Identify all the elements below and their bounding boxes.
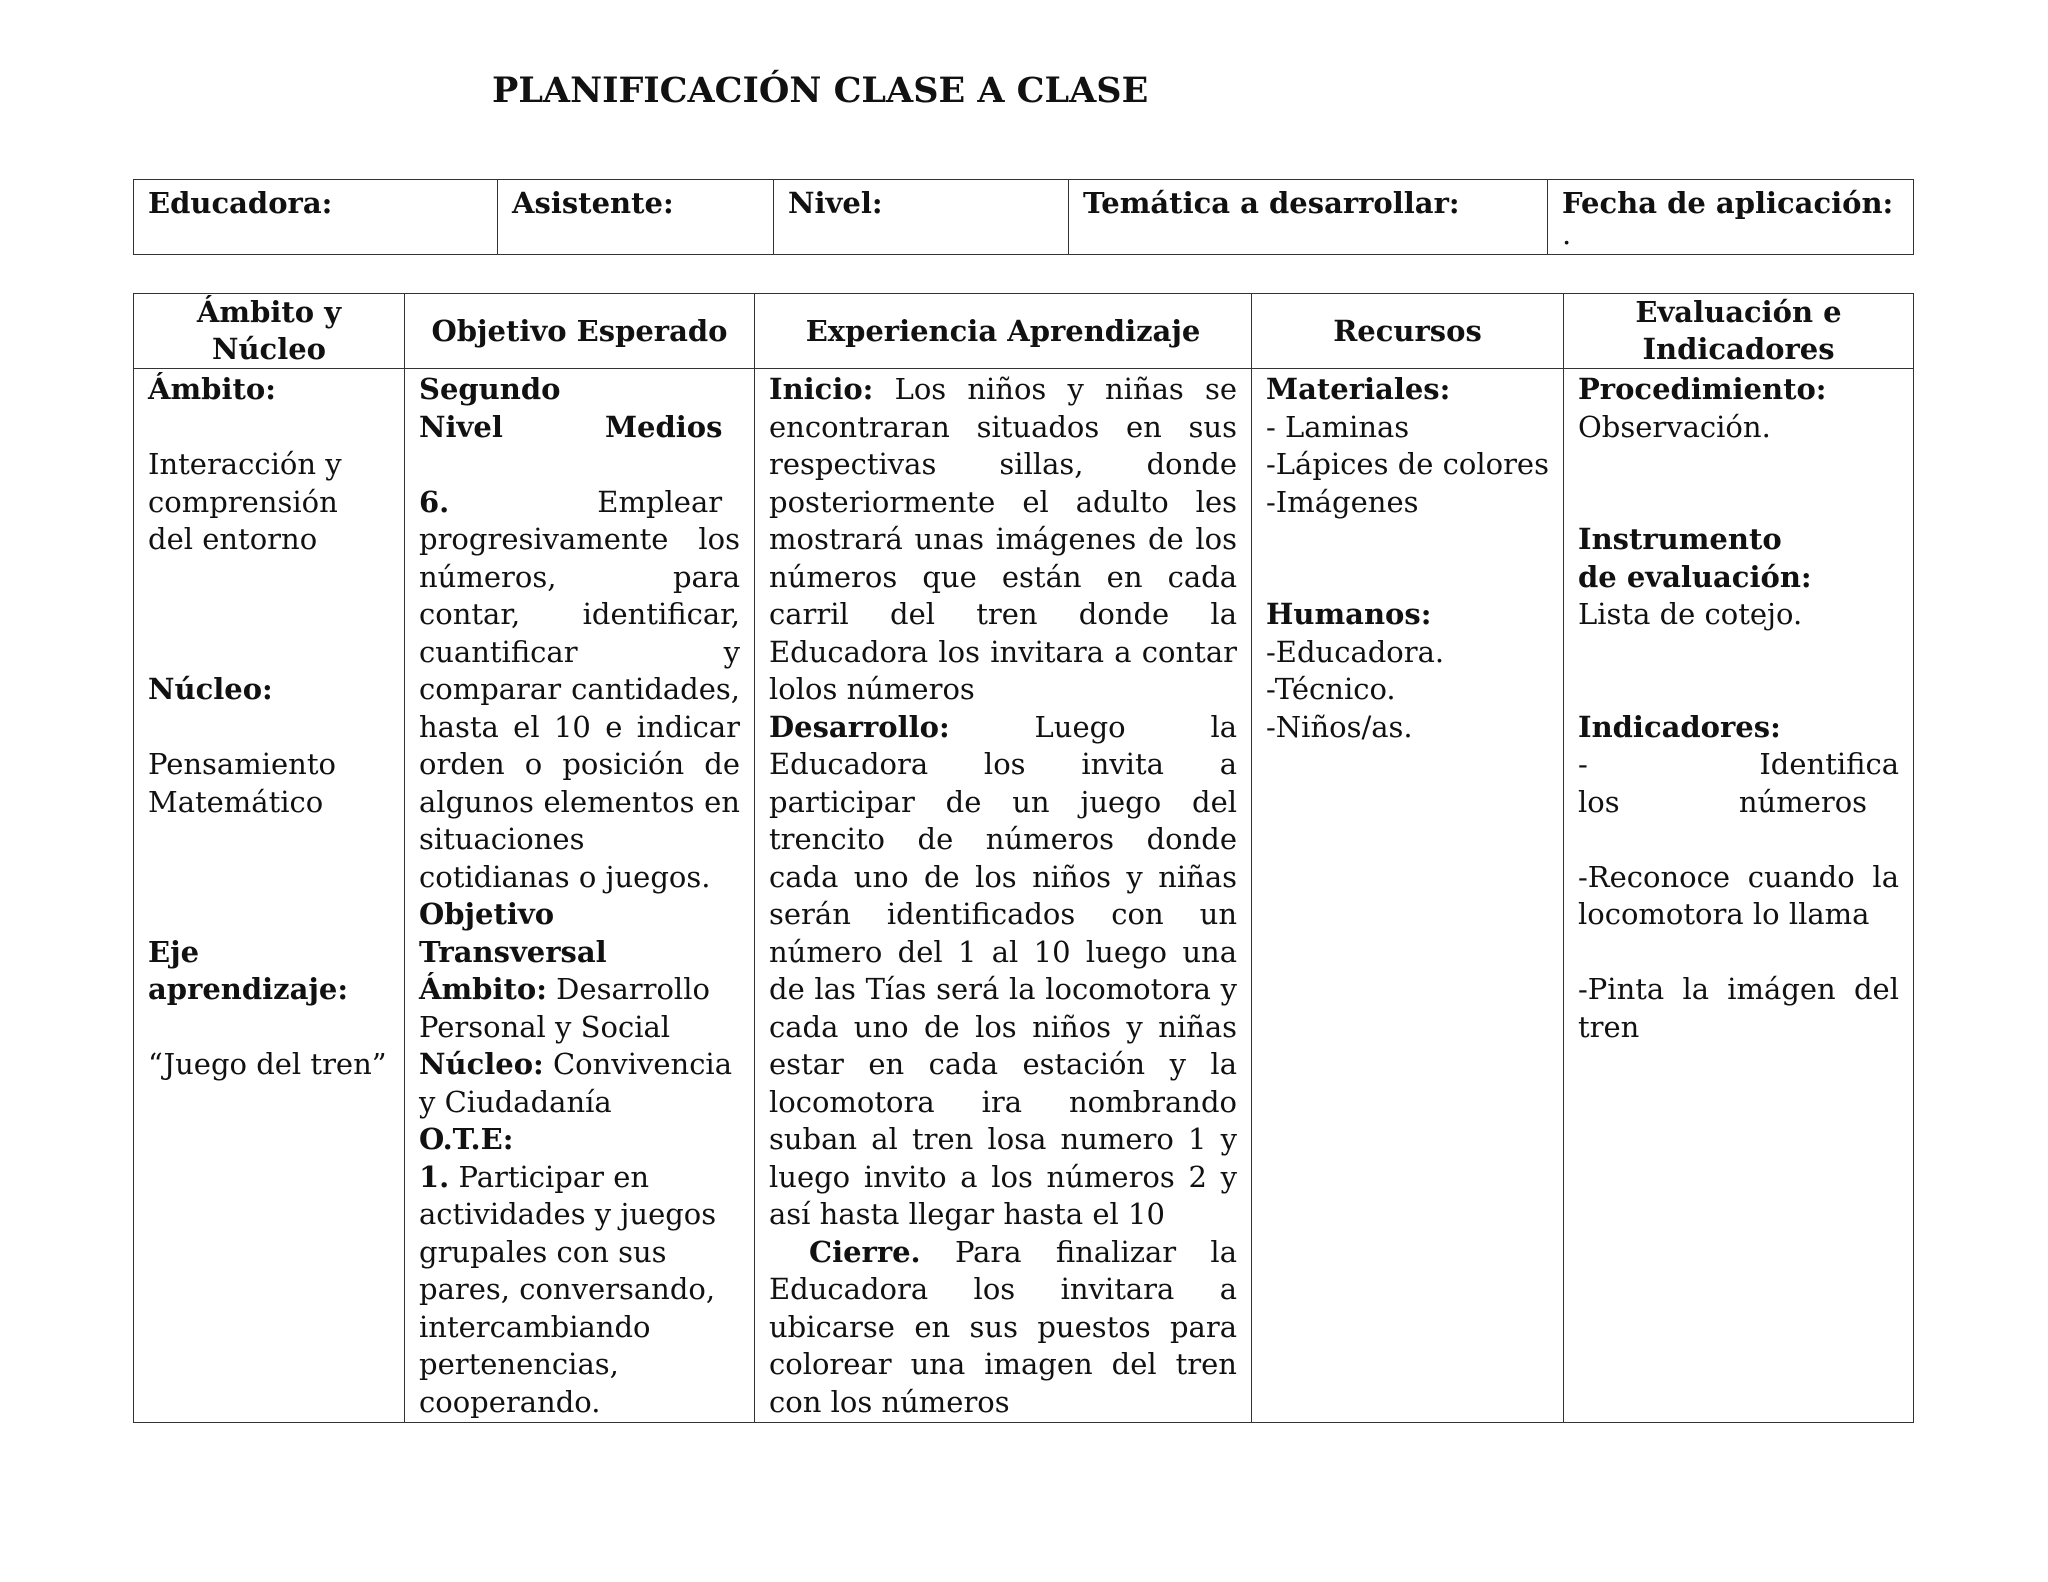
recursos-cell: [1252, 369, 1564, 1423]
educadora-field: [134, 180, 498, 255]
objective-text: [419, 484, 740, 897]
instrumento-value: Lista de cotejo.: [1578, 597, 1803, 631]
cierre-text: [769, 1234, 1237, 1422]
t-nucleo-label: Núcleo:: [419, 1047, 544, 1081]
asistente-label: Asistente:: [512, 186, 674, 220]
cierre-label: Cierre.: [809, 1234, 921, 1269]
objective-num: 6.: [419, 484, 450, 519]
ote-num: 1.: [419, 1159, 450, 1194]
indicadores-label: Indicadores:: [1578, 709, 1781, 744]
t-ambito-value: Desarrollo Personal y Social: [419, 972, 710, 1044]
ote-body: Participar en actividades y juegos grupales con sus pares, conversando, intercambiando pertenencias, cooperando.: [419, 1159, 717, 1419]
materiales-label: Materiales:: [1266, 372, 1451, 406]
humanos-label: Humanos:: [1266, 597, 1432, 631]
humano-item: -Educadora.: [1266, 634, 1445, 669]
inicio-label: Inicio:: [769, 372, 874, 406]
ote-label: O.T.E:: [419, 1122, 514, 1156]
experiencia-cell: [755, 369, 1252, 1423]
tematica-field: [1069, 180, 1548, 255]
col-header-evaluacion: Evaluación e Indicadores: [1564, 294, 1914, 369]
desarrollo-body: Luego la Educadora los invita a participar de un juego del trencito de números donde cada uno de los niños y niñas serán identificados con un número del 1 al 10 luego una de las Tías será la locomotora y cada uno de los niños y niñas estar en cada estación y la locomotora ira nombrando suban al tren losa numero 1 y luego invito a los números 2 y así hasta llegar hasta el 10: [769, 709, 1238, 1231]
planning-table: [133, 293, 1914, 1423]
humano-item: -Técnico.: [1266, 672, 1396, 706]
indicador-item: - Identifica los números: [1578, 747, 1899, 819]
nivel-value: Segundo Nivel Medios: [419, 372, 723, 444]
col-header-experiencia: Experiencia Aprendizaje: [755, 294, 1252, 369]
evaluacion-cell: [1564, 369, 1914, 1423]
t-ambito: [419, 971, 740, 1046]
humano-item: -Niños/as.: [1266, 709, 1413, 744]
eje-value: “Juego del tren”: [148, 1047, 387, 1081]
ambito-label: Ámbito:: [148, 372, 276, 406]
nivel-field: [774, 180, 1069, 255]
educadora-label: Educadora:: [148, 186, 333, 220]
fecha-field: [1548, 180, 1914, 255]
inicio-text: [769, 371, 1237, 709]
asistente-field: [498, 180, 774, 255]
nivel-label: Nivel:: [788, 186, 883, 220]
col-header-ambito: Ámbito y Núcleo: [134, 294, 405, 369]
indicador-item: -Pinta la imágen del tren: [1578, 972, 1899, 1044]
nucleo-label: Núcleo:: [148, 672, 273, 706]
col-header-recursos: Recursos: [1252, 294, 1564, 369]
t-ambito-label: Ámbito:: [419, 972, 547, 1006]
material-item: -Lápices de colores: [1266, 447, 1549, 481]
nucleo-value: Pensamiento Matemático: [148, 747, 336, 819]
desarrollo-text: [769, 709, 1237, 1234]
t-nucleo-value: Convivencia y Ciudadanía: [419, 1047, 732, 1119]
desarrollo-label: Desarrollo:: [769, 709, 950, 744]
ambito-value: Interacción y comprensión del entorno: [148, 447, 342, 556]
material-item: -Imágenes: [1266, 484, 1419, 519]
fecha-label: Fecha de aplicación:: [1562, 186, 1894, 220]
indicador-item: -Reconoce cuando la locomotora lo llama: [1578, 859, 1899, 931]
material-item: - Laminas: [1266, 409, 1410, 444]
page-title: PLANIFICACIÓN CLASE A CLASE: [492, 70, 1149, 111]
eje-label: Eje aprendizaje:: [148, 934, 349, 1006]
t-nucleo: [419, 1046, 740, 1121]
procedimiento-label: Procedimiento:: [1578, 372, 1827, 406]
transversal-label: Objetivo Transversal: [419, 897, 607, 969]
instrumento-label: Instrumento de evaluación:: [1578, 522, 1812, 594]
cierre-body: Para finalizar la Educadora los invitara a ubicarse en sus puestos para colorear una imagen del tren con los números: [769, 1234, 1237, 1419]
table-header-row: [134, 294, 1914, 369]
tematica-label: Temática a desarrollar:: [1083, 186, 1460, 220]
objetivo-cell: [405, 369, 755, 1423]
fecha-value: .: [1562, 217, 1572, 251]
ambito-cell: [134, 369, 405, 1423]
inicio-body: Los niños y niñas se encontraran situados en sus respectivas sillas, donde posteriormente el adulto les mostrará unas imágenes de los números que están en cada carril del tren donde la Educadora los invitara a contar lolos números: [769, 372, 1237, 706]
ote-text: [419, 1159, 740, 1422]
objective-body: Emplear progresivamente los números, para contar, identificar, cuantificar y comparar cantidades, hasta el 10 e indicar orden o posición de algunos elementos en situaciones cotidianas o juegos.: [419, 484, 740, 894]
table-row: [134, 369, 1914, 1423]
procedimiento-value: Observación.: [1578, 409, 1771, 444]
col-header-objetivo: Objetivo Esperado: [405, 294, 755, 369]
header-table: [133, 179, 1914, 255]
